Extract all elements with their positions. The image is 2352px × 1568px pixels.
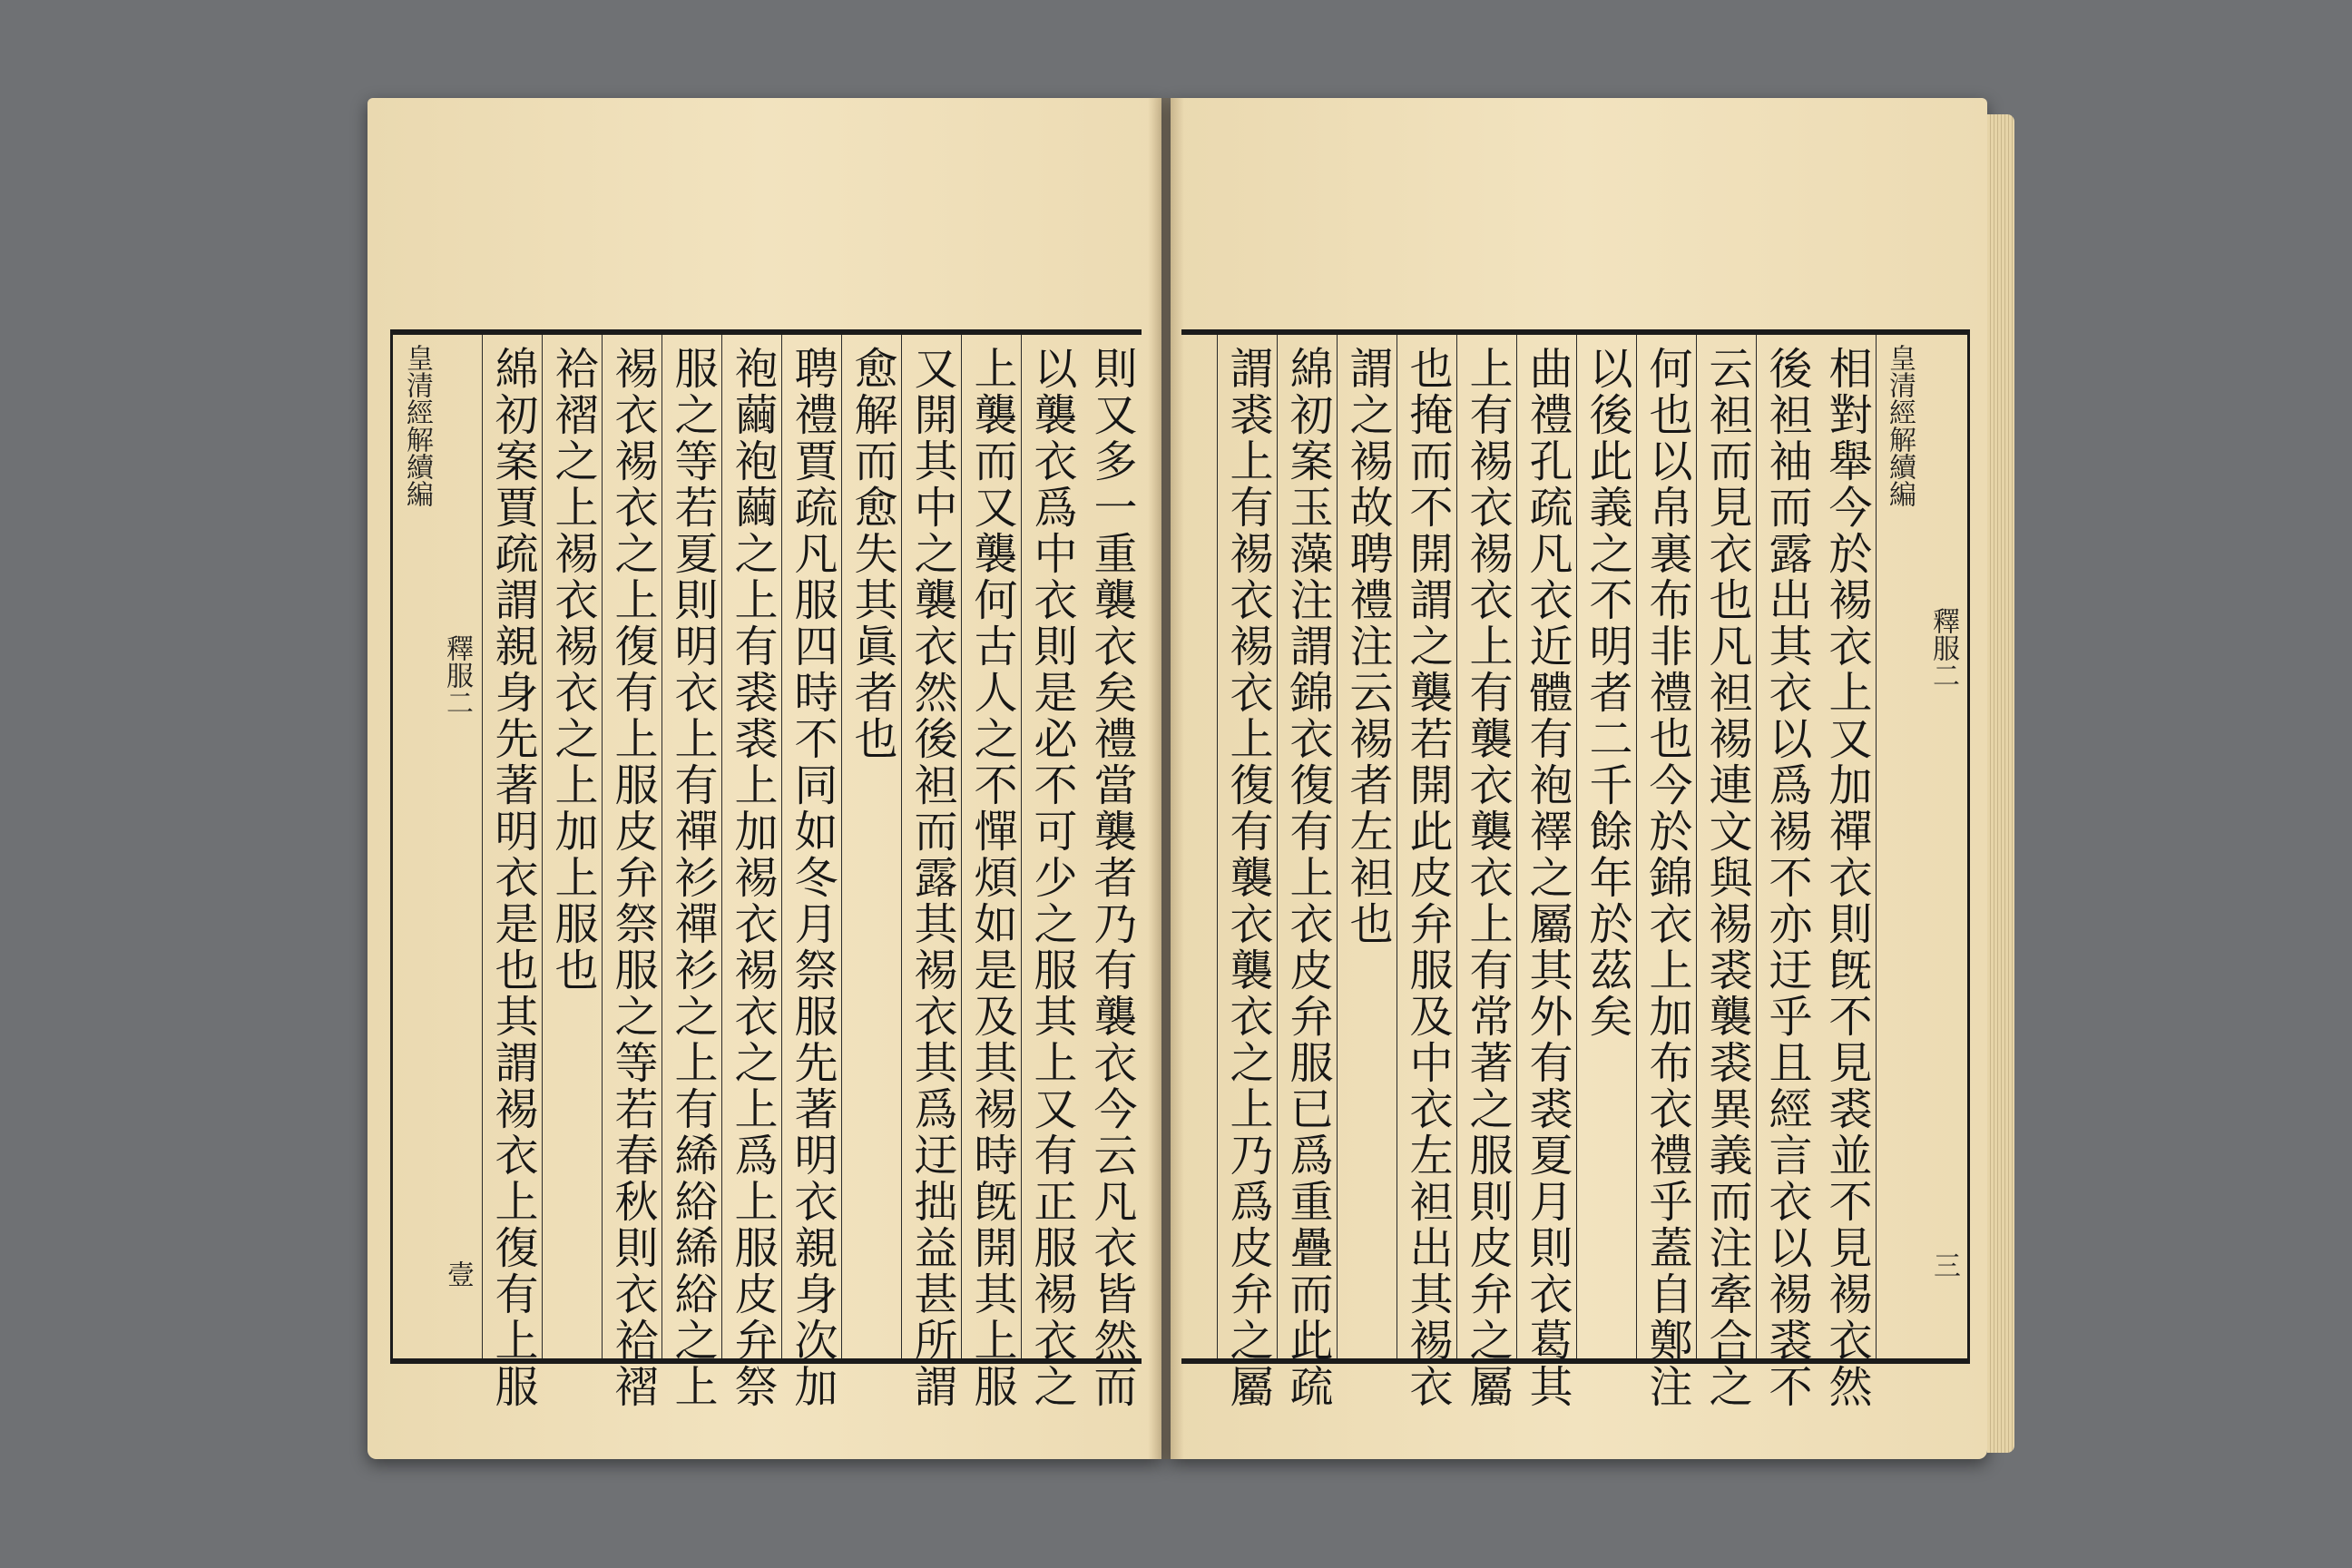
book-title: 皇清經解續編 — [401, 344, 433, 507]
text-column: 何也以帛裏布非禮也今於錦衣上加布衣禮乎蓋自鄭注 — [1636, 335, 1697, 1358]
text-column: 以後此義之不明者二千餘年於茲矣 — [1576, 335, 1637, 1358]
book-title: 皇清經解續編 — [1884, 344, 1916, 507]
text-column: 聘禮賈疏凡服四時不同如冬月祭服先著明衣親身次加 — [781, 335, 842, 1358]
text-column: 上有裼衣裼衣上有襲衣襲衣上有常著之服則皮弁之屬 — [1456, 335, 1517, 1358]
text-column: 綿初案玉藻注謂錦衣復有上衣皮弁服已爲重疊而此疏 — [1277, 335, 1338, 1358]
left-page — [368, 98, 1161, 1459]
right-page — [1171, 98, 1987, 1459]
text-column: 又開其中之襲衣然後袒而露其裼衣其爲迂拙益甚所謂 — [901, 335, 962, 1358]
text-column: 袍繭袍繭之上有裘裘上加裼衣裼衣之上爲上服皮弁祭 — [721, 335, 782, 1358]
page-number: 壹 — [442, 1260, 474, 1288]
left-text-frame — [390, 329, 1142, 1410]
text-column: 則又多一重襲衣矣禮當襲者乃有襲衣今云凡衣皆然而 — [1086, 346, 1137, 1410]
page-edges — [1987, 114, 2014, 1453]
text-column: 謂之裼故聘禮注云裼者左袒也 — [1337, 335, 1397, 1358]
text-column: 上襲而又襲何古人之不憚煩如是及其裼時旣開其上服 — [961, 335, 1022, 1358]
left-margin-column — [394, 335, 483, 1358]
text-column: 云袒而見衣也凡袒裼連文與裼裘襲裘異義而注牽合之 — [1696, 335, 1757, 1358]
right-margin-column — [1876, 335, 1967, 1358]
text-column: 服之等若夏則明衣上有禪衫禪衫之上有絺綌絺綌之上 — [662, 335, 722, 1358]
page-number: 三 — [1928, 1251, 1960, 1279]
section-title: 釋服二 — [1927, 607, 1959, 689]
text-column: 相對舉今於裼衣上又加禪衣則旣不見裘並不見裼衣然 — [1821, 346, 1872, 1410]
text-column: 曲禮孔疏凡衣近體有袍襗之屬其外有裘夏月則衣葛其 — [1516, 335, 1577, 1358]
text-column: 綿初案賈疏謂親身先著明衣是也其謂裼衣上復有上服 — [482, 335, 543, 1358]
book-gutter — [1148, 98, 1184, 1459]
right-text-frame — [1181, 329, 1970, 1410]
text-column: 袷褶之上裼衣裼衣之上加上服也 — [542, 335, 603, 1358]
text-column: 後袒袖而露出其衣以爲裼不亦迂乎且經言衣以裼裘不 — [1756, 335, 1817, 1358]
text-column: 謂裘上有裼衣裼衣上復有襲衣襲衣之上乃爲皮弁之屬 — [1217, 335, 1278, 1358]
section-title: 釋服二 — [441, 634, 473, 716]
open-book — [358, 98, 2014, 1477]
text-column: 裼衣裼衣之上復有上服皮弁祭服之等若春秋則衣袷褶 — [602, 335, 662, 1358]
text-column: 也掩而不開謂之襲若開此皮弁服及中衣左袒出其裼衣 — [1396, 335, 1457, 1358]
text-column: 以襲衣爲中衣則是必不可少之服其上又有正服裼衣之 — [1021, 335, 1082, 1358]
text-column: 愈解而愈失其眞者也 — [841, 335, 902, 1358]
